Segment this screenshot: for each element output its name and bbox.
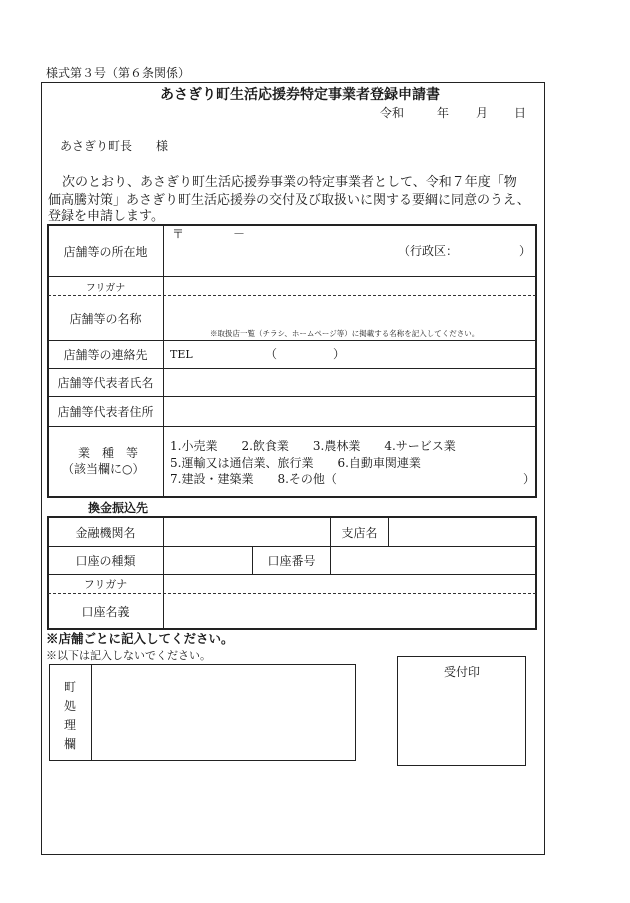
postal-dash: － — [233, 227, 246, 241]
shop-furigana-label: フリガナ — [85, 282, 126, 294]
branch-field[interactable] — [389, 518, 535, 546]
holder-field[interactable] — [164, 594, 535, 629]
address-field[interactable] — [164, 226, 535, 276]
account-number-label: 口座番号 — [267, 554, 316, 568]
date-era: 令和 — [380, 106, 405, 120]
office-char-1: 町 — [64, 680, 77, 694]
ward-close: ） — [519, 244, 532, 258]
shop-name-label: 店舗等の名称 — [69, 311, 142, 326]
office-char-4: 欄 — [64, 737, 77, 751]
industry-label-note: （該当欄に○） — [62, 462, 145, 476]
institution-label: 金融機関名 — [75, 525, 136, 540]
account-number-field[interactable] — [331, 547, 535, 574]
bank-heading: 換金振込先 — [88, 501, 149, 515]
office-char-3: 理 — [64, 718, 77, 732]
branch-label: 支店名 — [341, 525, 378, 540]
contact-field[interactable] — [164, 341, 535, 368]
institution-field[interactable] — [164, 518, 330, 546]
industry-line-2[interactable]: 5.運輸又は通信業、旅行業 6.自動車関連業 — [170, 456, 421, 470]
tel-paren-close: ） — [333, 347, 346, 361]
bank-furigana-label: フリガナ — [83, 578, 128, 591]
form-title: あさぎり町生活応援券特定事業者登録申請書 — [160, 87, 440, 103]
office-use-box — [49, 664, 356, 761]
rep-name-field[interactable] — [164, 369, 535, 396]
postal-mark: 〒 — [172, 227, 185, 241]
date-year: 年 — [437, 106, 450, 120]
industry-label: 業 種 等 — [78, 446, 139, 460]
account-type-label: 口座の種類 — [75, 554, 136, 568]
industry-close: ） — [523, 472, 536, 486]
receipt-stamp-label: 受付印 — [444, 665, 481, 679]
rep-address-field[interactable] — [164, 397, 535, 426]
intro-line-1: 次のとおり、あさぎり町生活応援券事業の特定事業者として、令和７年度「物 — [62, 175, 517, 190]
note-office: ※以下は記入しないでください。 — [46, 649, 211, 662]
contact-label: 店舗等の連絡先 — [63, 348, 148, 362]
tel-label: TEL — [170, 348, 193, 361]
intro-line-2: 価高騰対策」あさぎり町生活応援券の交付及び取扱いに関する要綱に同意のうえ、 — [48, 193, 530, 208]
date-day: 日 — [514, 106, 527, 120]
office-char-2: 処 — [64, 699, 77, 713]
shop-name-note: ※取扱店一覧（チラシ、ホームページ等）に掲載する名称を記入してください。 — [210, 329, 480, 338]
bank-furigana-field[interactable] — [164, 575, 535, 593]
rep-name-label: 店舗等代表者氏名 — [57, 376, 154, 390]
shop-furigana-field[interactable] — [164, 277, 535, 295]
rep-address-label: 店舗等代表者住所 — [57, 405, 154, 419]
form-number: 様式第３号（第６条関係） — [46, 66, 191, 80]
address-label: 店舗等の所在地 — [63, 244, 148, 259]
tel-paren-open: （ — [265, 347, 278, 361]
intro-line-3: 登録を申請します。 — [48, 209, 164, 224]
note-each-shop: ※店舗ごとに記入してください。 — [46, 631, 234, 646]
account-type-field[interactable] — [164, 547, 252, 574]
ward-label: （行政区： — [398, 244, 459, 258]
holder-label: 口座名義 — [81, 605, 130, 619]
industry-line-1[interactable]: 1.小売業 2.飲食業 3.農林業 4.サービス業 — [170, 439, 456, 453]
addressee: あさぎり町長 様 — [60, 139, 169, 153]
industry-line-3[interactable]: 7.建設・建築業 8.その他（ — [170, 472, 337, 486]
date-month: 月 — [476, 106, 489, 120]
